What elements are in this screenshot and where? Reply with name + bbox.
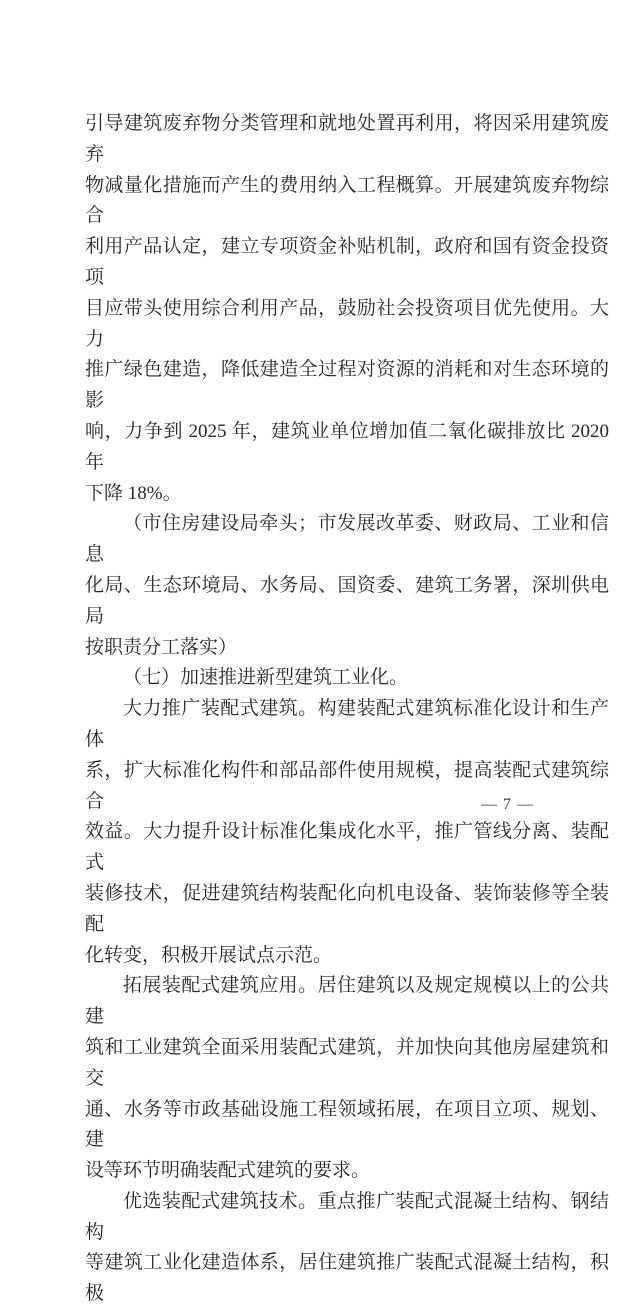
text-line: 引导建筑废弃物分类管理和就地处置再利用，将因采用建筑废弃 (85, 113, 609, 165)
text-line: 效益。大力提升设计标准化集成化水平，推广管线分离、装配式 (85, 821, 609, 874)
text-line: 等建筑工业化建造体系，居住建筑推广装配式混凝土结构，积极 (85, 1252, 609, 1305)
page-number: — 7 — (481, 796, 534, 813)
text-line: 物减量化措施而产生的费用纳入工程概算。开展建筑废弃物综合 (85, 174, 609, 227)
document-text-block (85, 109, 609, 1310)
text-line: 系，扩大标准化构件和部品部件使用规模，提高装配式建筑综合 (85, 759, 609, 812)
text-line: 筑和工业建筑全面采用装配式建筑，并加快向其他房屋建筑和交 (85, 1036, 609, 1089)
text-line: 利用产品认定，建立专项资金补贴机制，政府和国有资金投资项 (85, 236, 609, 288)
text-line: 化局、生态环境局、水务局、国资委、建筑工务署，深圳供电局 (85, 574, 609, 627)
text-line: 通、水务等市政基础设施工程领域拓展，在项目立项、规划、建 (85, 1098, 609, 1151)
text-line: 下降 18%。 (85, 482, 182, 504)
text-line: 响，力争到 2025 年，建筑业单位增加值二氧化碳排放比 2020 年 (85, 420, 609, 473)
text-line: 设等环节明确装配式建筑的要求。 (85, 1160, 371, 1182)
text-line: 优选装配式建筑技术。重点推广装配式混凝土结构、钢结构 (85, 1190, 609, 1243)
text-line: 化转变，积极开展试点示范。 (85, 944, 333, 966)
text-line: （市住房建设局牵头；市发展改革委、财政局、工业和信息 (85, 513, 609, 566)
text-line: 目应带头使用综合利用产品，鼓励社会投资项目优先使用。大力 (85, 297, 609, 350)
section-heading-line: （七）加速推进新型建筑工业化。 (123, 667, 409, 689)
text-line: 按职责分工落实） (85, 636, 238, 658)
text-line: 拓展装配式建筑应用。居住建筑以及规定规模以上的公共建 (85, 975, 609, 1028)
text-line: 大力推广装配式建筑。构建装配式建筑标准化设计和生产体 (85, 698, 609, 750)
text-line: 装修技术，促进建筑结构装配化向机电设备、装饰装修等全装配 (85, 882, 609, 935)
text-line: 推广绿色建造，降低建造全过程对资源的消耗和对生态环境的影 (85, 359, 609, 412)
